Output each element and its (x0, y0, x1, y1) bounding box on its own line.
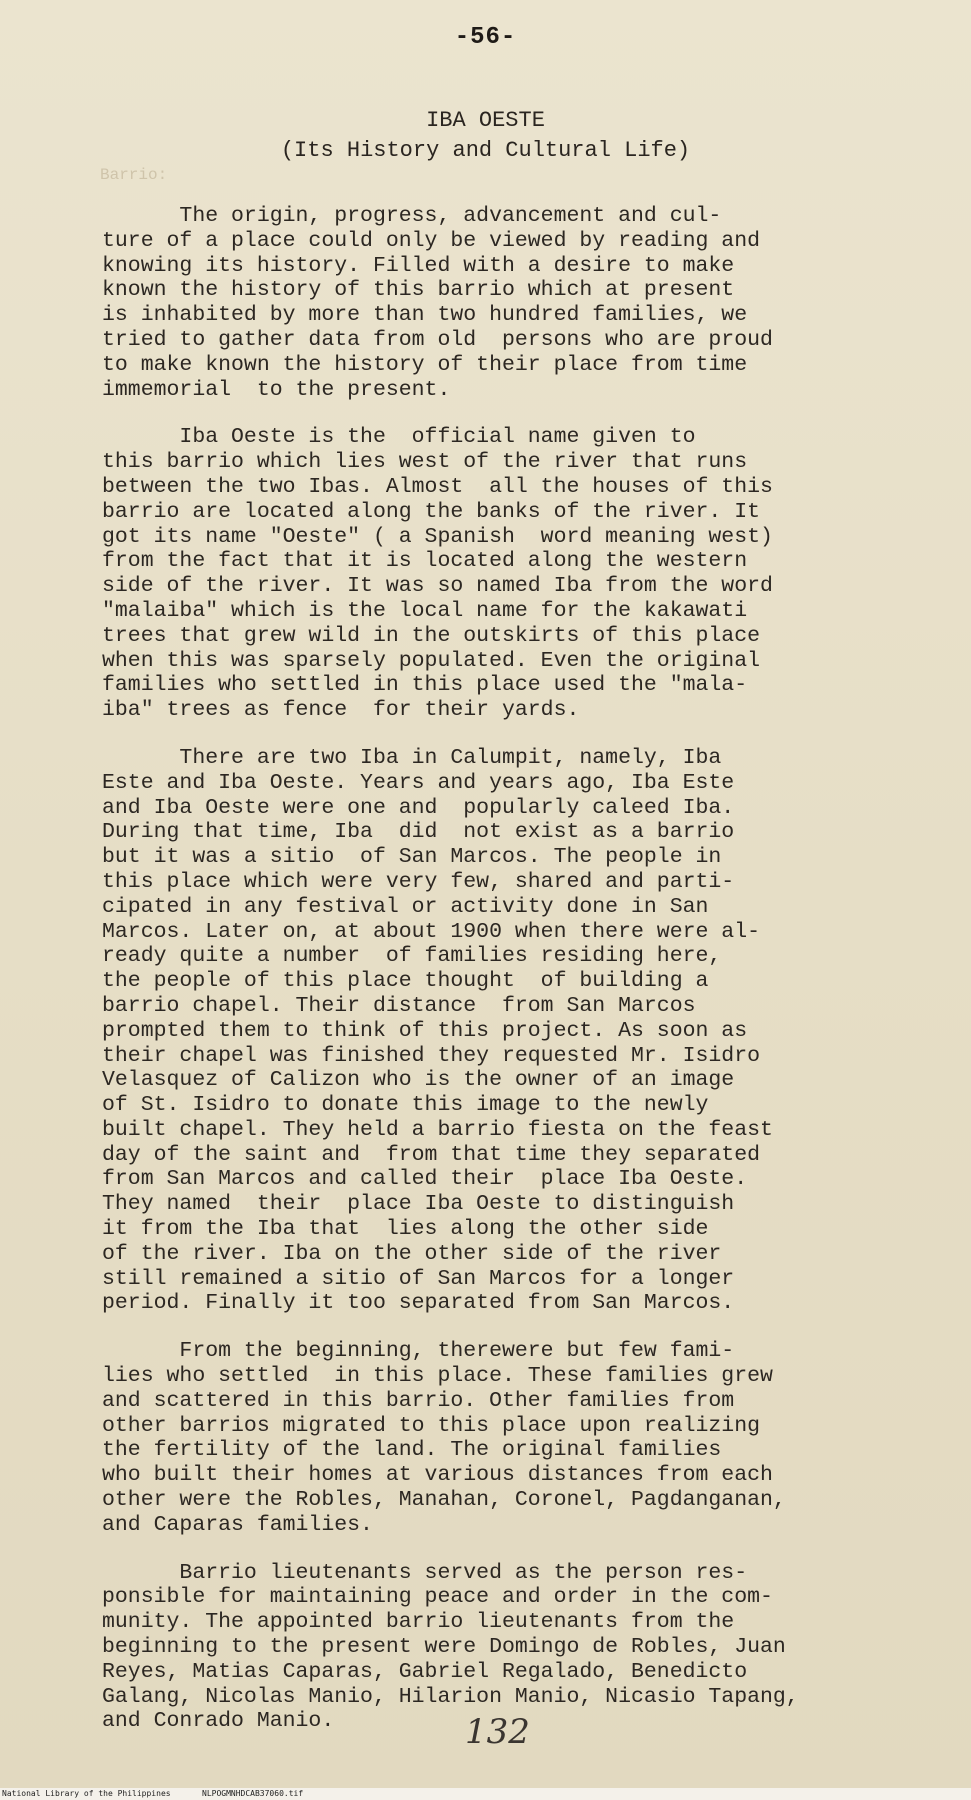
text-line: Reyes, Matias Caparas, Gabriel Regalado, Benedicto (102, 1659, 748, 1684)
paragraph-1 (102, 204, 902, 402)
paragraph-5 (102, 1561, 902, 1735)
text-line: when this was sparsely populated. Even the original (102, 648, 761, 673)
text-line: ready quite a number of families residing here, (102, 944, 722, 969)
text-line: "malaiba" which is the local name for the kakawati (102, 598, 748, 623)
text-line: barrio chapel. Their distance from San Marcos (102, 993, 696, 1018)
text-line: They named their place Iba Oeste to distinguish (102, 1192, 735, 1217)
text-line: to make known the history of their place from time (102, 352, 748, 377)
text-line: day of the saint and from that time they separated (102, 1142, 761, 1167)
paragraph-3 (102, 746, 902, 1316)
text-line: who built their homes at various distances from each (102, 1463, 773, 1488)
text-line: prompted them to think of this project. As soon as (102, 1018, 748, 1043)
text-line: immemorial to the present. (102, 377, 451, 402)
text-line: from San Marcos and called their place Iba Oeste. (102, 1167, 748, 1192)
text-line: side of the river. It was so named Iba from the word (102, 574, 773, 599)
page-number: -56- (454, 24, 517, 51)
title-line-2: (Its History and Cultural Life) (280, 138, 691, 163)
text-line: beginning to the present were Domingo de Robles, Juan (102, 1635, 786, 1660)
text-line: this place which were very few, shared and parti- (102, 869, 735, 894)
text-line: and Caparas families. (102, 1512, 373, 1537)
text-line: knowing its history. Filled with a desire to make (102, 253, 735, 278)
text-line: the people of this place thought of building a (102, 969, 709, 994)
text-line: Marcos. Later on, at about 1900 when there were al- (102, 919, 761, 944)
text-line: from the fact that it is located along the western (102, 549, 748, 574)
text-line: barrio are located along the banks of the river. It (102, 499, 761, 524)
text-line: munity. The appointed barrio lieutenants from the (102, 1610, 735, 1635)
text-line: and Iba Oeste were one and popularly caleed Iba. (102, 795, 735, 820)
text-line: lies who settled in this place. These families grew (102, 1364, 773, 1389)
text-line: built chapel. They held a barrio fiesta on the feast (102, 1117, 773, 1142)
text-line: still remained a sitio of San Marcos for a longer (102, 1266, 735, 1291)
text-line: of St. Isidro to donate this image to the newly (102, 1093, 709, 1118)
text-line: cipated in any festival or activity done in San (102, 894, 709, 919)
text-line: is inhabited by more than two hundred families, we (102, 303, 748, 328)
text-line: period. Finally it too separated from San Marcos. (102, 1291, 735, 1316)
text-line: but it was a sitio of San Marcos. The people in (102, 845, 722, 870)
text-line: got its name "Oeste" ( a Spanish word meaning west) (102, 524, 773, 549)
footer-file-id: NLPOGMNHDCAB37060.tif (202, 1789, 304, 1798)
paragraph-4 (102, 1339, 902, 1537)
faded-margin-text: Barrio: (100, 166, 168, 184)
text-line: ture of a place could only be viewed by reading and (102, 228, 761, 253)
text-line: and scattered in this barrio. Other families from (102, 1388, 735, 1413)
text-line: known the history of this barrio which at present (102, 278, 735, 303)
text-line: it from the Iba that lies along the other side (102, 1217, 709, 1242)
text-line: the fertility of the land. The original families (102, 1438, 722, 1463)
title-line-1: IBA OESTE (426, 108, 545, 133)
text-line: From the beginning, therewere but few fami- (102, 1339, 735, 1364)
text-line: and Conrado Manio. (102, 1709, 335, 1734)
paragraph-2 (102, 425, 902, 723)
text-line: During that time, Iba did not exist as a barrio (102, 820, 735, 845)
text-line: Galang, Nicolas Manio, Hilarion Manio, Nicasio Tapang, (102, 1684, 799, 1709)
document-title (0, 106, 971, 166)
text-line: iba" trees as fence for their yards. (102, 698, 580, 723)
text-line: Velasquez of Calizon who is the owner of an image (102, 1068, 735, 1093)
text-line: this barrio which lies west of the river that runs (102, 450, 748, 475)
text-line: Este and Iba Oeste. Years and years ago, Iba Este (102, 770, 735, 795)
text-line: their chapel was finished they requested Mr. Isidro (102, 1043, 761, 1068)
text-line: ponsible for maintaining peace and order in the com- (102, 1585, 773, 1610)
text-line: other were the Robles, Manahan, Coronel, Pagdanganan, (102, 1488, 786, 1513)
text-line: families who settled in this place used the "mala- (102, 673, 748, 698)
body-text (102, 204, 902, 1757)
text-line: The origin, progress, advancement and cul- (102, 204, 722, 228)
text-line: of the river. Iba on the other side of the river (102, 1241, 722, 1266)
scan-footer (0, 1788, 971, 1800)
text-line: There are two Iba in Calumpit, namely, Iba (102, 745, 722, 770)
text-line: between the two Ibas. Almost all the houses of this (102, 474, 773, 499)
text-line: trees that grew wild in the outskirts of this place (102, 623, 761, 648)
text-line: other barrios migrated to this place upon realizing (102, 1413, 761, 1438)
text-line: tried to gather data from old persons who are proud (102, 327, 773, 352)
text-line: Iba Oeste is the official name given to (102, 425, 696, 450)
handwritten-page-number: 132 (465, 1712, 530, 1752)
text-line: Barrio lieutenants served as the person res- (102, 1560, 748, 1585)
footer-library-name: National Library of the Philippines (2, 1789, 171, 1798)
